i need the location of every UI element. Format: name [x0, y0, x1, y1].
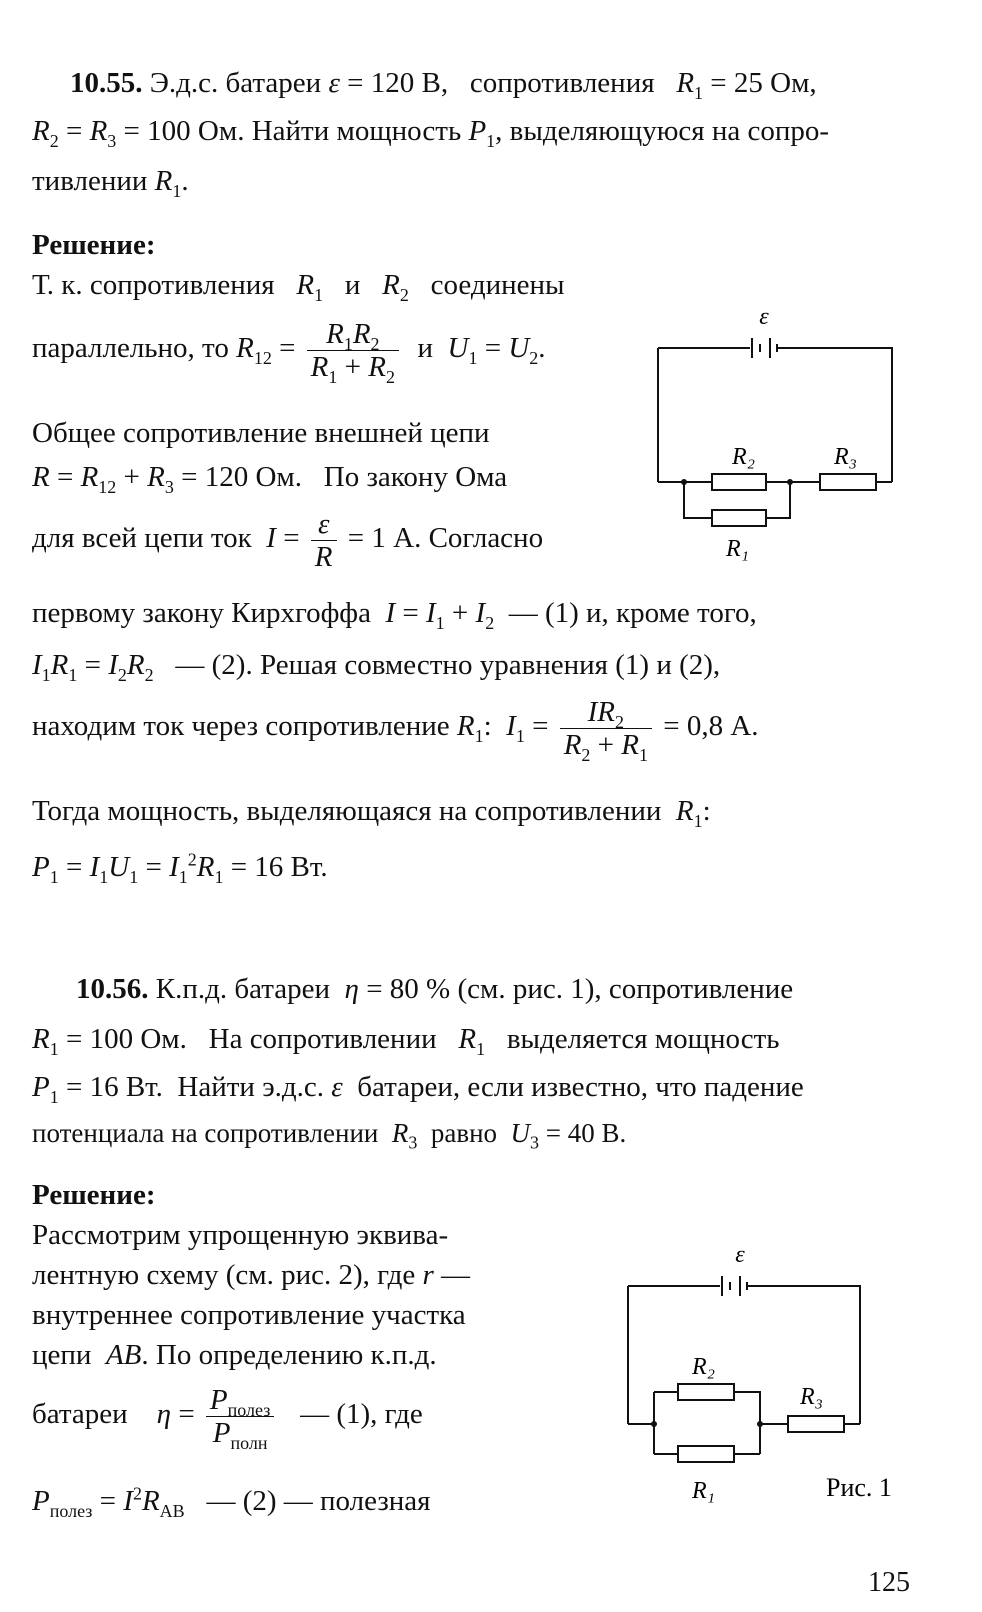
resistor-label: R₂	[692, 1354, 716, 1380]
emf-label: ε	[735, 1242, 745, 1268]
solution-line: Общее сопротивление внешней цепи	[32, 417, 490, 449]
resistor-label: R₁	[692, 1478, 716, 1504]
resistor-label: R₂	[732, 444, 756, 470]
solution-line: $P_1 = I_1U_1 = I_1^2R_1 = 16$ Вт.	[32, 849, 328, 887]
problem-statement-line-2: $R_2 = R_3 = 100$ Ом. Найти мощность $P_1$, выделяющуюся на сопро-	[32, 115, 830, 151]
figure-caption: Рис. 1	[826, 1473, 892, 1502]
solution-line: для всей цепи ток I = $\frac{\varepsilon}{R}$ = 1 А. Согласно	[32, 508, 544, 573]
solution-line: цепи AB. По определению к.п.д.	[32, 1339, 437, 1371]
solution-line: лентную схему (см. рис. 2), где r —	[32, 1259, 471, 1291]
solution-line: $R = R_{12} + R_3 = 120$ Ом. По закону Ома	[32, 461, 508, 497]
problem-number: 10.56.	[76, 973, 149, 1005]
problem-statement-line-4: потенциала на сопротивлении $R_3$ равно $U_3 = 40$ В.	[32, 1118, 627, 1153]
solution-line: Т. к. сопротивления $R_1$ и $R_2$ соединены	[32, 269, 565, 305]
solution-line: внутреннее сопротивление участка	[32, 1299, 466, 1331]
solution-line: Рассмотрим упрощенную эквива-	[32, 1219, 449, 1251]
emf-label: ε	[759, 304, 769, 330]
resistor-label: R₁	[726, 536, 750, 562]
problem-number: 10.55.	[70, 67, 143, 99]
solution-line: Тогда мощность, выделяющаяся на сопротивлении $R_1$:	[32, 795, 711, 831]
solution-heading: Решение:	[32, 1179, 156, 1211]
solution-line: батареи η = $\frac{P_{полез}}{P_{полн}}$ — (1), где	[32, 1384, 423, 1453]
problem-statement-line-3: $P_1 = 16$ Вт. Найти э.д.с. ε батареи, если известно, что падение	[32, 1071, 804, 1107]
resistor-label: R₃	[834, 444, 858, 470]
problem-statement-line-3: тивлении $R_1$.	[32, 165, 189, 201]
solution-line: $P_{полез} = I^2R_{AB}$ — (2) — полезная	[32, 1483, 431, 1521]
resistor-label: R₃	[800, 1384, 824, 1410]
solution-line: находим ток через сопротивление $R_1$: $I_1$ = $\frac{IR_2}{R_2 + R_1}$ = 0,8 А.	[32, 696, 759, 765]
solution-line: первому закону Кирхгоффа $I = I_1 + I_2$ — (1) и, кроме того,	[32, 597, 757, 633]
problem-statement-line-1: 10.56. К.п.д. батареи η = 80 % (см. рис. 1), сопротивление	[76, 973, 794, 1005]
page-number: 125	[868, 1567, 910, 1598]
circuit-diagram-2	[620, 1242, 920, 1522]
problem-statement-line-2: $R_1 = 100$ Ом. На сопротивлении $R_1$ выделяется мощность	[32, 1023, 780, 1059]
problem-statement-line-1: 10.55. Э.д.с. батареи ε = 120 В, сопротивления $R_1 = 25$ Ом,	[70, 67, 817, 103]
solution-line: $I_1R_1 = I_2R_2$ — (2). Решая совместно уравнения (1) и (2),	[32, 649, 721, 685]
circuit-diagram-1	[650, 300, 910, 580]
solution-line: параллельно, то $R_{12}$ = $\frac{R_1R_2}{R_1 + R_2}$ и $U_1 = U_2$.	[32, 318, 546, 387]
solution-heading: Решение:	[32, 229, 156, 261]
